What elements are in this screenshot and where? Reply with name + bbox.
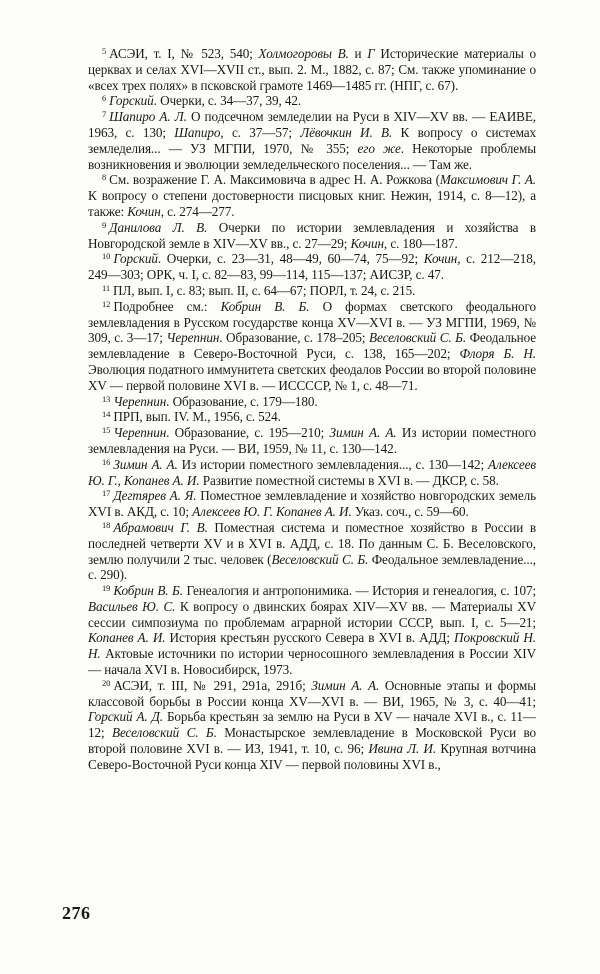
- footnote-number: 20: [102, 677, 111, 688]
- footnote-number: 8: [102, 172, 107, 183]
- footnote-text: , с. 37—57;: [220, 124, 301, 140]
- footnote-author-or-short-title: Покровский Н. Н.: [88, 630, 536, 662]
- footnote-author-or-short-title: Черепнин: [113, 393, 167, 409]
- footnote-text: Феодальное землевладение..., с. 290).: [88, 551, 536, 583]
- footnote-text: АСЭИ, т. III, № 291, 291а, 291б;: [113, 677, 312, 693]
- footnote-author-or-short-title: Кобрин В. Б.: [113, 583, 183, 599]
- footnote-number: 12: [102, 298, 111, 309]
- footnote-text: Указ. соч., с. 59—60.: [351, 504, 469, 520]
- footnote-text: Крупная вотчина Северо-Восточной Руси конца XIV — первой половины XVI в.,: [88, 741, 536, 772]
- footnote-number: 5: [102, 46, 107, 56]
- footnote-author-or-short-title: его же: [357, 140, 401, 156]
- footnote-text: Феодальное землевладение в Северо-Восточной Руси, с. 138, 165—202;: [88, 330, 537, 362]
- footnote-author-or-short-title: Холмогоровы В.: [258, 46, 349, 61]
- footnote-text: и: [348, 46, 368, 61]
- footnote-number: 19: [102, 583, 111, 594]
- footnote-author-or-short-title: Г: [367, 46, 375, 61]
- footnote-author-or-short-title: Шапиро: [174, 124, 221, 140]
- footnote-8: [88, 172, 536, 219]
- footnote-author-or-short-title: Горский: [113, 251, 158, 267]
- footnote-text: ПРП, вып. IV. М., 1956, с. 524.: [113, 409, 281, 425]
- footnote-number: 10: [102, 251, 111, 262]
- footnote-author-or-short-title: Черепнин: [113, 425, 167, 441]
- footnote-text: Поместное землевладение и хозяйство новгородских земель XVI в. АКД, с. 10;: [88, 488, 536, 520]
- footnote-number: 13: [102, 393, 111, 404]
- footnote-16: [88, 457, 536, 489]
- footnote-text: , с. 180—187.: [383, 235, 458, 251]
- footnote-10: [88, 251, 536, 283]
- footnote-author-or-short-title: Горский: [109, 93, 154, 109]
- footnote-author-or-short-title: Кобрин В. Б.: [220, 298, 310, 314]
- footnote-author-or-short-title: Зимин А. А.: [329, 425, 397, 441]
- footnote-author-or-short-title: Шапиро А. Л.: [109, 109, 187, 125]
- footnote-text: Из истории поместного землевладения на Руси. — ВИ, 1959, № 11, с. 130—142.: [88, 425, 536, 456]
- footnote-5: [88, 46, 536, 93]
- footnote-text: Очерки по истории землевладения и хозяйства в Новгородской земле в XIV—XV вв., с. 27—29;: [88, 219, 536, 251]
- footnote-number: 9: [102, 219, 107, 230]
- footnote-text: Развитие поместной системы в XVI в. — ДКСР, с. 58.: [199, 472, 499, 488]
- footnote-text: История крестьян русского Севера в XVI в. АДД;: [165, 630, 455, 646]
- footnote-author-or-short-title: Васильев Ю. С.: [88, 598, 176, 614]
- footnote-text: , с. 212—218, 249—303; ОРК, ч. I, с. 82—83, 99—114, 115—137; АИСЗР, с. 47.: [88, 251, 536, 283]
- footnote-author-or-short-title: Веселовский С. Б.: [271, 551, 369, 567]
- footnote-9: [88, 220, 536, 252]
- footnote-author-or-short-title: Черепнин: [166, 330, 220, 346]
- footnote-author-or-short-title: Веселовский С. Б.: [112, 725, 217, 741]
- footnote-author-or-short-title: Кочин: [423, 251, 458, 267]
- footnote-text: , с. 274—277.: [160, 203, 235, 219]
- footnote-text: . Образование, с. 195—210;: [166, 425, 330, 441]
- footnote-text: Борьба крестьян за землю на Руси в XV — начале XVI в., с. 11—12;: [88, 709, 536, 741]
- footnote-number: 17: [102, 488, 111, 499]
- footnote-author-or-short-title: Зимин А. А.: [311, 677, 380, 693]
- footnote-text: . Образование, с. 178–205;: [219, 330, 370, 346]
- footnote-15: [88, 425, 536, 457]
- footnote-14: [88, 409, 536, 425]
- footnote-text: . Образование, с. 179—180.: [166, 393, 318, 409]
- footnote-text: Из истории поместного землевладения..., с. 130—142;: [177, 456, 489, 472]
- footnote-author-or-short-title: Горский А. Д.: [88, 709, 164, 725]
- footnote-12: [88, 299, 536, 394]
- footnote-author-or-short-title: Абрамович Г. В.: [113, 519, 208, 535]
- footnote-text: О формах светского феодального землевладения в Русском государстве конца XV—XVI в. — УЗ МГПИ, 1969, № 309, с. 3—17;: [88, 298, 536, 346]
- footnote-number: 16: [102, 456, 111, 467]
- footnote-author-or-short-title: Алексеев Ю. Г. Копанев А. И.: [192, 504, 352, 520]
- footnote-text: Подробнее см.:: [113, 298, 221, 314]
- footnote-author-or-short-title: Максимович Г. А.: [439, 172, 536, 188]
- footnote-text: Исторические материалы о церквах и селах XVI—XVII ст., вып. 2. М., 1882, с. 87; См. также упоминание о «всех трех полях» в псковской грамоте 1469—1485 гг. (НПГ, с. 67).: [88, 46, 536, 93]
- footnote-text: К вопросу о степени достоверности писцовых книг. Нежин, 1914, с. 8—12), а также:: [88, 188, 536, 219]
- footnote-7: [88, 109, 536, 172]
- footnote-author-or-short-title: Дегтярев А. Я.: [113, 488, 197, 504]
- footnote-20: [88, 678, 536, 773]
- footnote-text: Монастырское землевладение в Московской Руси во второй половине XVI в. — ИЗ, 1941, т. 10, с. 96;: [88, 725, 537, 757]
- footnote-author-or-short-title: Веселовский С. Б.: [369, 330, 467, 346]
- footnote-text: АСЭИ, т. I, № 523, 540;: [109, 46, 259, 61]
- footnote-6: [88, 93, 536, 109]
- footnote-18: [88, 520, 536, 583]
- page-number: 276: [62, 903, 91, 923]
- footnote-number: 15: [102, 425, 111, 436]
- footnote-author-or-short-title: Лёвочкин И. В.: [300, 124, 393, 140]
- footnotes-block: [88, 46, 536, 773]
- footnote-number: 18: [102, 519, 111, 530]
- footnote-17: [88, 488, 536, 520]
- footnote-text: . Некоторые проблемы возникновения и эволюции земледельческого поселения... — Там же.: [88, 140, 536, 172]
- footnote-author-or-short-title: Кочин: [127, 203, 161, 219]
- footnote-text: Генеалогия и антропонимика. — История и генеалогия, с. 107;: [182, 583, 537, 599]
- footnote-author-or-short-title: Данилова Л. В.: [109, 219, 208, 235]
- footnote-author-or-short-title: Зимин А. А.: [113, 456, 178, 472]
- footnote-author-or-short-title: Флоря Б. Н.: [459, 346, 536, 362]
- footnote-author-or-short-title: Копанев А. И.: [88, 630, 166, 646]
- footnote-number: 7: [102, 109, 107, 120]
- footnote-text: Поместная система и поместное хозяйство в России в последней четверти XV и в XVI в. АДД, с. 18. По данным С. Б. Веселовского, землю получили 2 тыс. человек (: [88, 519, 537, 567]
- footnote-author-or-short-title: Ивина Л. И.: [368, 741, 437, 757]
- footnote-number: 6: [102, 93, 107, 104]
- footnote-author-or-short-title: Алексеев Ю. Г., Копанев А. И.: [88, 456, 537, 488]
- footnote-text: Основные этапы и формы классовой борьбы в России конца XV—XVI в. — ВИ, 1965, № 3, с. 40—41;: [88, 677, 536, 709]
- footnote-number: 14: [102, 409, 111, 420]
- footnote-text: ПЛ, вып. I, с. 83; вып. II, с. 64—67; ПОРЛ, т. 24, с. 215.: [113, 282, 416, 298]
- footnote-text: К вопросу о двинских боярах XIV—XV вв. — Материалы XV сессии симпозиума по проблемам аграрной истории СССР, вып. I, с. 5—21;: [88, 598, 536, 630]
- footnote-text: Актовые источники по истории черносошного землевладения в России XIV — начала XVI в. Новосибирск, 1973.: [88, 646, 536, 678]
- footnote-text: . Очерки, с. 34—37, 39, 42.: [153, 93, 302, 109]
- footnote-11: [88, 283, 536, 299]
- footnote-13: [88, 394, 536, 410]
- footnote-19: [88, 583, 536, 678]
- footnote-text: Эволюция податного иммунитета светских феодалов России во второй половине XV — первой половине XVI в. — ИССССР, № 1, с. 48—71.: [88, 361, 536, 393]
- footnote-author-or-short-title: Кочин: [350, 235, 384, 251]
- footnote-text: О подсечном земледелии на Руси в XIV—XV вв. — ЕАИВЕ, 1963, с. 130;: [88, 109, 536, 140]
- footnote-text: К вопросу о системах земледелия... — УЗ МГПИ, 1970, № 355;: [88, 124, 536, 156]
- footnote-text: См. возражение Г. А. Максимовича в адрес Н. А. Рожкова (: [109, 172, 440, 188]
- footnote-text: . Очерки, с. 23—31, 48—49, 60—74, 75—92;: [157, 251, 424, 267]
- footnote-number: 11: [102, 282, 110, 293]
